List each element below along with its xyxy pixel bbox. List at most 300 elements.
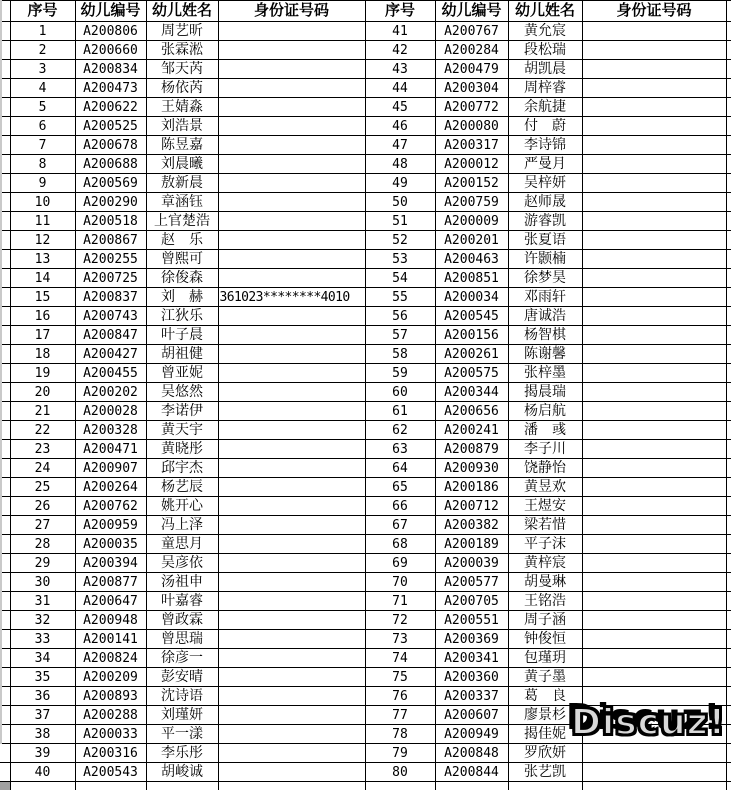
cell-id xyxy=(582,22,726,41)
header-code: 幼儿编号 xyxy=(435,1,508,22)
cell-name: 揭佳妮 xyxy=(508,725,582,744)
margin-cell xyxy=(726,345,731,364)
cell-name: 胡峻诚 xyxy=(146,763,218,782)
cell-seq: 9 xyxy=(10,174,75,193)
cell-id xyxy=(582,421,726,440)
cell-code: A200569 xyxy=(75,174,146,193)
cell-code: A200317 xyxy=(435,136,508,155)
cell-code: A200712 xyxy=(435,497,508,516)
cell-code: A200304 xyxy=(435,79,508,98)
cell-id xyxy=(218,459,365,478)
cell-seq: 64 xyxy=(365,459,435,478)
cell-name: 陈谢馨 xyxy=(508,345,582,364)
cell-code: A200660 xyxy=(75,41,146,60)
cell-code: A200344 xyxy=(435,383,508,402)
cell-id xyxy=(582,269,726,288)
cell-seq: 67 xyxy=(365,516,435,535)
cell-name: 张梓墨 xyxy=(508,364,582,383)
cell-id xyxy=(218,630,365,649)
cell-name: 张艺凯 xyxy=(508,763,582,782)
header-seq: 序号 xyxy=(365,1,435,22)
header-idnum: 身份证号码 xyxy=(582,1,726,22)
cell-seq: 36 xyxy=(10,687,75,706)
cell-code: A200241 xyxy=(435,421,508,440)
cell-seq: 31 xyxy=(10,592,75,611)
cell-name: 胡祖健 xyxy=(146,345,218,364)
cell-id xyxy=(218,687,365,706)
cell-seq: 18 xyxy=(10,345,75,364)
margin-cell xyxy=(726,98,731,117)
cell-code: A200284 xyxy=(435,41,508,60)
cell-id xyxy=(582,763,726,782)
discuz-watermark: Discuz! xyxy=(571,702,726,743)
cell-seq: 30 xyxy=(10,573,75,592)
table-row xyxy=(0,478,731,497)
cell-seq: 69 xyxy=(365,554,435,573)
cell-code: A200647 xyxy=(75,592,146,611)
margin-cell xyxy=(726,744,731,763)
margin-cell xyxy=(726,535,731,554)
cell-seq: 79 xyxy=(365,744,435,763)
cell-seq: 33 xyxy=(10,630,75,649)
cell-seq: 12 xyxy=(10,231,75,250)
cell-seq: 58 xyxy=(365,345,435,364)
cell-id xyxy=(582,98,726,117)
cell-id xyxy=(582,288,726,307)
cell-seq: 46 xyxy=(365,117,435,136)
cell-seq: 17 xyxy=(10,326,75,345)
cell-seq: 40 xyxy=(10,763,75,782)
cell-name: 胡凯晨 xyxy=(508,60,582,79)
cell-code: A200607 xyxy=(435,706,508,725)
cell-id xyxy=(218,478,365,497)
cell-id xyxy=(218,250,365,269)
cell-code: A200039 xyxy=(435,554,508,573)
cell-code: A200575 xyxy=(435,364,508,383)
cell-name: 许颢楠 xyxy=(508,250,582,269)
cell-code: A200316 xyxy=(75,744,146,763)
cell-seq: 14 xyxy=(10,269,75,288)
cell-seq: 78 xyxy=(365,725,435,744)
cell-name: 黄梓宸 xyxy=(508,554,582,573)
margin-cell xyxy=(726,1,731,22)
cell-seq: 24 xyxy=(10,459,75,478)
cell-seq: 6 xyxy=(10,117,75,136)
cell-name: 曾思瑞 xyxy=(146,630,218,649)
cell-name: 胡曼琳 xyxy=(508,573,582,592)
cell-seq: 34 xyxy=(10,649,75,668)
cell-code: A200847 xyxy=(75,326,146,345)
cell-id xyxy=(582,231,726,250)
cell-code: A200518 xyxy=(75,212,146,231)
table-row xyxy=(0,231,731,250)
cell-id xyxy=(582,345,726,364)
cell-seq: 42 xyxy=(365,41,435,60)
cell-name: 张霖淞 xyxy=(146,41,218,60)
cell-seq: 1 xyxy=(10,22,75,41)
margin-cell xyxy=(726,288,731,307)
cell-id xyxy=(218,725,365,744)
table-row xyxy=(0,269,731,288)
table-row xyxy=(0,307,731,326)
cell-id xyxy=(218,60,365,79)
cell-code: A200201 xyxy=(435,231,508,250)
table-row xyxy=(0,630,731,649)
cell-name: 杨艺辰 xyxy=(146,478,218,497)
margin-cell xyxy=(726,459,731,478)
cell-seq: 16 xyxy=(10,307,75,326)
cell-name: 沈诗语 xyxy=(146,687,218,706)
cell-seq: 38 xyxy=(10,725,75,744)
cell-name: 潘 彧 xyxy=(508,421,582,440)
cell-code: A200141 xyxy=(75,630,146,649)
cell-name: 邓雨轩 xyxy=(508,288,582,307)
cell-name: 曾熙可 xyxy=(146,250,218,269)
cell-id xyxy=(582,630,726,649)
cell-code: A200012 xyxy=(435,155,508,174)
cell-code: A200545 xyxy=(435,307,508,326)
cell-id xyxy=(582,383,726,402)
cell-seq: 60 xyxy=(365,383,435,402)
cell-name: 罗欣妍 xyxy=(508,744,582,763)
cell-code: A200948 xyxy=(75,611,146,630)
margin-cell xyxy=(726,364,731,383)
table-row xyxy=(0,611,731,630)
cell-id xyxy=(582,117,726,136)
table-row xyxy=(0,79,731,98)
cell-id xyxy=(582,307,726,326)
cell-seq: 57 xyxy=(365,326,435,345)
cell-seq: 13 xyxy=(10,250,75,269)
cell-id xyxy=(218,649,365,668)
cell-seq: 70 xyxy=(365,573,435,592)
cell-name: 付 蔚 xyxy=(508,117,582,136)
cell-seq: 52 xyxy=(365,231,435,250)
cell-name: 上官楚浩 xyxy=(146,212,218,231)
left-edge-strip xyxy=(0,0,2,744)
cell-name: 徐俊森 xyxy=(146,269,218,288)
cell-id xyxy=(218,212,365,231)
cell-id xyxy=(582,611,726,630)
margin-cell xyxy=(726,136,731,155)
cell-id xyxy=(582,554,726,573)
cell-code: A200202 xyxy=(75,383,146,402)
cell-seq: 25 xyxy=(10,478,75,497)
cell-id xyxy=(582,478,726,497)
cell-code: A200725 xyxy=(75,269,146,288)
table-row xyxy=(0,744,731,763)
cell-code: A200471 xyxy=(75,440,146,459)
cell-id xyxy=(582,41,726,60)
cell-seq: 28 xyxy=(10,535,75,554)
cell-code: A200893 xyxy=(75,687,146,706)
cell-code: A200930 xyxy=(435,459,508,478)
cell-id xyxy=(218,573,365,592)
cell-code: A200209 xyxy=(75,668,146,687)
cell-name: 吴梓妍 xyxy=(508,174,582,193)
cell-code: A200035 xyxy=(75,535,146,554)
margin-cell xyxy=(726,307,731,326)
cell-seq: 56 xyxy=(365,307,435,326)
margin-cell xyxy=(726,763,731,782)
cell-code: A200867 xyxy=(75,231,146,250)
margin-cell xyxy=(726,687,731,706)
cell-name: 黄允宸 xyxy=(508,22,582,41)
cell-code: A200455 xyxy=(75,364,146,383)
cell-id xyxy=(218,535,365,554)
cell-code: A200577 xyxy=(435,573,508,592)
cell-id xyxy=(218,307,365,326)
cell-empty xyxy=(146,782,218,790)
cell-name: 刘晨曦 xyxy=(146,155,218,174)
table-row xyxy=(0,250,731,269)
table-row xyxy=(0,440,731,459)
cell-name: 平一漾 xyxy=(146,725,218,744)
cell-seq: 10 xyxy=(10,193,75,212)
cell-empty xyxy=(10,782,75,790)
margin-cell xyxy=(726,212,731,231)
cell-id xyxy=(582,440,726,459)
cell-seq: 62 xyxy=(365,421,435,440)
cell-name: 周艺昕 xyxy=(146,22,218,41)
cell-name: 刘 赫 xyxy=(146,288,218,307)
margin-cell xyxy=(726,269,731,288)
cell-code: A200033 xyxy=(75,725,146,744)
margin-cell xyxy=(726,250,731,269)
cell-id xyxy=(218,231,365,250)
cell-name: 陈昱嘉 xyxy=(146,136,218,155)
cell-name: 冯上泽 xyxy=(146,516,218,535)
cell-seq: 11 xyxy=(10,212,75,231)
cell-id xyxy=(218,326,365,345)
table-row xyxy=(0,573,731,592)
cell-seq: 49 xyxy=(365,174,435,193)
cell-name: 徐梦昊 xyxy=(508,269,582,288)
cell-code: A200824 xyxy=(75,649,146,668)
cell-seq: 3 xyxy=(10,60,75,79)
cell-seq: 71 xyxy=(365,592,435,611)
table-row xyxy=(0,516,731,535)
table-row xyxy=(0,174,731,193)
cell-id xyxy=(218,744,365,763)
cell-name: 包瑾玥 xyxy=(508,649,582,668)
cell-seq: 26 xyxy=(10,497,75,516)
partial-row xyxy=(0,782,731,790)
cell-name: 严曼月 xyxy=(508,155,582,174)
cell-id xyxy=(218,79,365,98)
cell-seq: 22 xyxy=(10,421,75,440)
cell-seq: 20 xyxy=(10,383,75,402)
table-row xyxy=(0,345,731,364)
cell-code: A200762 xyxy=(75,497,146,516)
cell-id xyxy=(582,592,726,611)
cell-name: 曾亚妮 xyxy=(146,364,218,383)
cell-empty xyxy=(508,782,582,790)
cell-name: 童思月 xyxy=(146,535,218,554)
cell-code: A200622 xyxy=(75,98,146,117)
cell-id xyxy=(218,592,365,611)
margin-cell xyxy=(726,174,731,193)
cell-id xyxy=(218,364,365,383)
cell-name: 李子川 xyxy=(508,440,582,459)
cell-code: A200851 xyxy=(435,269,508,288)
margin-cell xyxy=(726,782,731,790)
cell-code: A200834 xyxy=(75,60,146,79)
cell-id xyxy=(218,440,365,459)
margin-cell xyxy=(726,497,731,516)
table-row xyxy=(0,22,731,41)
margin-cell xyxy=(726,60,731,79)
cell-code: A200473 xyxy=(75,79,146,98)
cell-code: A200743 xyxy=(75,307,146,326)
cell-seq: 4 xyxy=(10,79,75,98)
cell-code: A200028 xyxy=(75,402,146,421)
cell-seq: 63 xyxy=(365,440,435,459)
cell-id xyxy=(218,516,365,535)
table-row xyxy=(0,136,731,155)
cell-seq: 75 xyxy=(365,668,435,687)
table-row xyxy=(0,421,731,440)
cell-id xyxy=(218,668,365,687)
cell-id xyxy=(582,155,726,174)
cell-name: 吴悠然 xyxy=(146,383,218,402)
cell-name: 赵 乐 xyxy=(146,231,218,250)
cell-name: 黄子墨 xyxy=(508,668,582,687)
margin-cell xyxy=(726,41,731,60)
cell-seq: 23 xyxy=(10,440,75,459)
cell-code: A200767 xyxy=(435,22,508,41)
cell-code: A200759 xyxy=(435,193,508,212)
cell-id xyxy=(582,516,726,535)
cell-seq: 73 xyxy=(365,630,435,649)
cell-id xyxy=(582,364,726,383)
cell-name: 吴彦依 xyxy=(146,554,218,573)
cell-empty xyxy=(582,782,726,790)
cell-seq: 2 xyxy=(10,41,75,60)
cell-id xyxy=(582,212,726,231)
cell-code: A200463 xyxy=(435,250,508,269)
margin-cell xyxy=(726,22,731,41)
cell-id xyxy=(582,459,726,478)
cell-name: 叶嘉睿 xyxy=(146,592,218,611)
table-row xyxy=(0,383,731,402)
cell-seq: 27 xyxy=(10,516,75,535)
cell-code: A200688 xyxy=(75,155,146,174)
margin-cell xyxy=(726,326,731,345)
cell-id xyxy=(582,250,726,269)
cell-seq: 74 xyxy=(365,649,435,668)
cell-name: 曾政霖 xyxy=(146,611,218,630)
cell-id xyxy=(218,421,365,440)
cell-code: A200837 xyxy=(75,288,146,307)
cell-code: A200255 xyxy=(75,250,146,269)
cell-seq: 5 xyxy=(10,98,75,117)
cell-id xyxy=(218,554,365,573)
table-row xyxy=(0,402,731,421)
cell-code: A200288 xyxy=(75,706,146,725)
cell-id: 361023********4010 xyxy=(218,288,365,307)
cell-seq: 66 xyxy=(365,497,435,516)
cell-seq: 68 xyxy=(365,535,435,554)
cell-code: A200009 xyxy=(435,212,508,231)
table-row xyxy=(0,288,731,307)
margin-cell xyxy=(726,725,731,744)
margin-cell xyxy=(726,402,731,421)
cell-id xyxy=(218,174,365,193)
cell-id xyxy=(218,402,365,421)
cell-seq: 76 xyxy=(365,687,435,706)
table-row xyxy=(0,592,731,611)
cell-code: A200152 xyxy=(435,174,508,193)
cell-name: 揭晨瑞 xyxy=(508,383,582,402)
cell-name: 唐诚浩 xyxy=(508,307,582,326)
cell-id xyxy=(218,763,365,782)
cell-name: 张夏语 xyxy=(508,231,582,250)
cell-seq: 44 xyxy=(365,79,435,98)
cell-code: A200034 xyxy=(435,288,508,307)
margin-cell xyxy=(726,440,731,459)
cell-name: 黄晓彤 xyxy=(146,440,218,459)
cell-code: A200290 xyxy=(75,193,146,212)
cell-code: A200877 xyxy=(75,573,146,592)
cell-seq: 8 xyxy=(10,155,75,174)
cell-name: 梁若惜 xyxy=(508,516,582,535)
cell-code: A200678 xyxy=(75,136,146,155)
cell-name: 彭安晴 xyxy=(146,668,218,687)
cell-id xyxy=(218,383,365,402)
table-row xyxy=(0,117,731,136)
cell-id xyxy=(218,269,365,288)
cell-id xyxy=(582,744,726,763)
header-row xyxy=(0,1,731,22)
cell-code: A200337 xyxy=(435,687,508,706)
margin-cell xyxy=(726,649,731,668)
cell-code: A200525 xyxy=(75,117,146,136)
cell-seq: 29 xyxy=(10,554,75,573)
cell-empty xyxy=(365,782,435,790)
cell-name: 王婧淼 xyxy=(146,98,218,117)
cell-id xyxy=(582,573,726,592)
cell-name: 刘瑾妍 xyxy=(146,706,218,725)
cell-name: 章涵钰 xyxy=(146,193,218,212)
cell-name: 游睿凯 xyxy=(508,212,582,231)
cell-code: A200186 xyxy=(435,478,508,497)
cell-seq: 59 xyxy=(365,364,435,383)
table-row xyxy=(0,668,731,687)
cell-name: 葛 良 xyxy=(508,687,582,706)
cell-id xyxy=(218,98,365,117)
margin-cell xyxy=(0,744,10,763)
cell-seq: 37 xyxy=(10,706,75,725)
header-code: 幼儿编号 xyxy=(75,1,146,22)
cell-name: 江狄乐 xyxy=(146,307,218,326)
cell-code: A200427 xyxy=(75,345,146,364)
cell-code: A200705 xyxy=(435,592,508,611)
cell-code: A200360 xyxy=(435,668,508,687)
cell-id xyxy=(582,136,726,155)
cell-seq: 53 xyxy=(365,250,435,269)
cell-code: A200479 xyxy=(435,60,508,79)
cell-name: 廖景杉 xyxy=(508,706,582,725)
cell-name: 姚开心 xyxy=(146,497,218,516)
margin-cell xyxy=(726,79,731,98)
cell-seq: 51 xyxy=(365,212,435,231)
cell-code: A200382 xyxy=(435,516,508,535)
cell-name: 李诗锦 xyxy=(508,136,582,155)
cell-name: 平子沫 xyxy=(508,535,582,554)
cell-seq: 80 xyxy=(365,763,435,782)
cell-seq: 47 xyxy=(365,136,435,155)
